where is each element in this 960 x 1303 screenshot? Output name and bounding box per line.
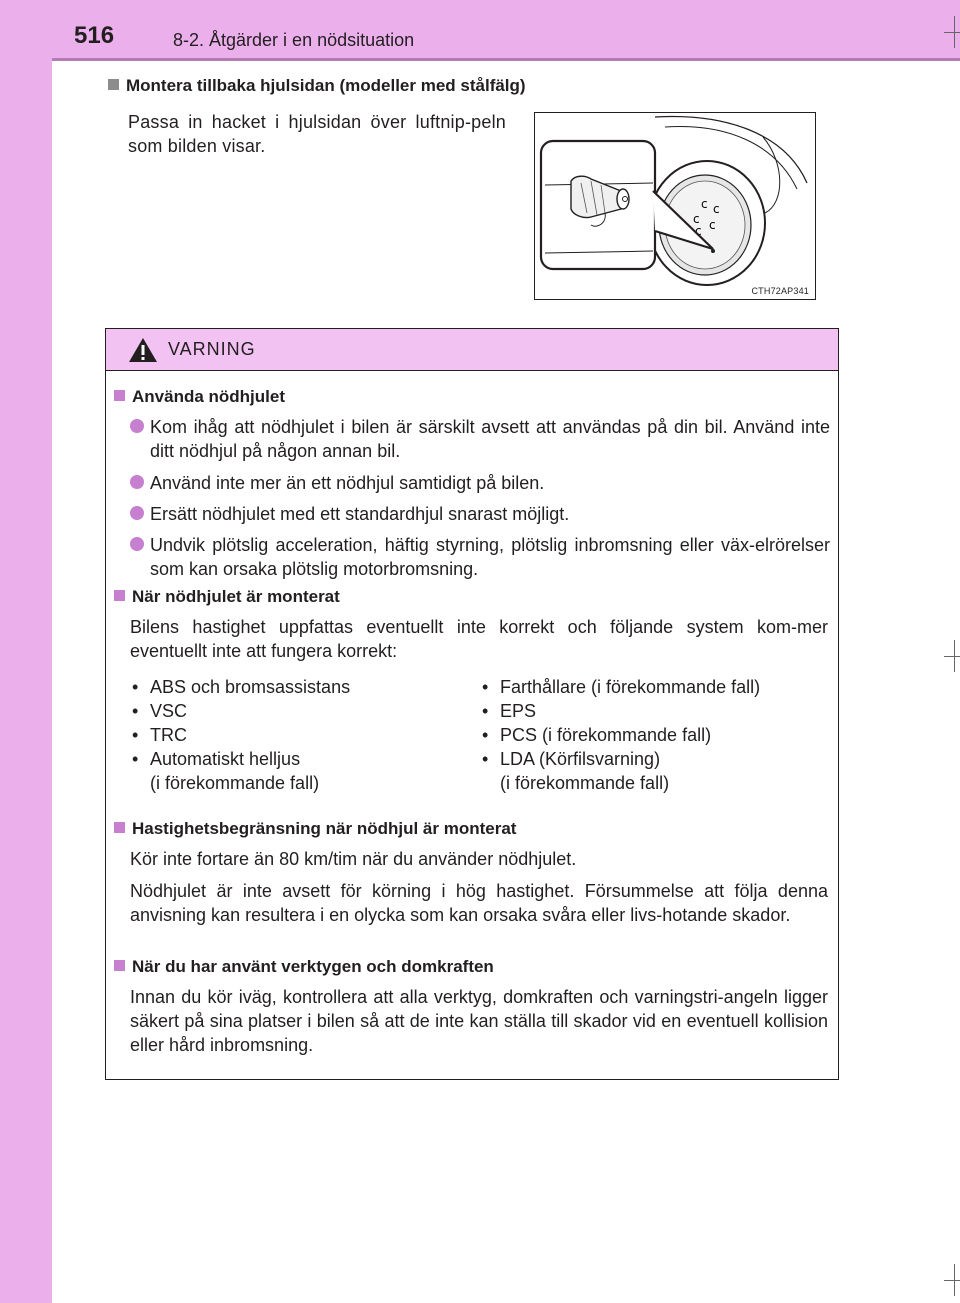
warning-box [105,328,839,1080]
crop-mark-top-right [938,12,960,52]
list-item: • VSC [130,699,470,723]
speed-limit-text-1: Kör inte fortare än 80 km/tim när du använder nödhjulet. [130,849,577,869]
list-item [130,502,830,526]
warning-header [106,329,838,371]
list-item-continuation: (i förekommande fall) [150,773,320,793]
list-item: • Farthållare (i förekommande fall) [480,675,830,699]
warning-title: VARNING [168,339,256,359]
speed-limit-heading-text: Hastighetsbegränsning när nödhjul är monterat [132,819,517,838]
bullet-dot-icon [130,506,144,520]
spare-mounted-text: Bilens hastighet uppfattas eventuellt inte korrekt och följande system kom-mer eventuellt inte att fungera korrekt: [130,617,828,661]
spare-mounted-heading-text: När nödhjulet är monterat [132,587,340,606]
square-bullet-icon [114,960,125,971]
tools-heading-text: När du har använt verktygen och domkraften [132,957,494,976]
tools-text: Innan du kör iväg, kontrollera att alla verktyg, domkraften och varningstri-angeln ligger säkert på sina platser i bilen så att de inte kan ställa till skador vid en eventuell kollision eller hård inbromsning. [130,987,828,1055]
spare-wheel-heading [114,387,830,407]
side-color-strip [0,0,52,1303]
list-item-text: Använd inte mer än ett nödhjul samtidigt på bilen. [150,473,545,493]
square-bullet-icon [114,822,125,833]
systems-list-right [480,675,830,795]
svg-text:c: c [695,224,702,238]
svg-text:c: c [701,197,708,211]
list-item-text: Ersätt nödhjulet med ett standardhjul snarast möjligt. [150,504,570,524]
list-item [130,415,830,463]
square-bullet-icon [114,590,125,601]
list-item-text: Undvik plötslig acceleration, häftig styrning, plötslig inbromsning eller väx-elrörelser som kan orsaka plötslig motorbromsning. [150,535,830,579]
crop-mark-middle-right [938,636,960,676]
svg-text:c: c [709,218,716,232]
svg-text:c: c [713,202,720,216]
list-item [130,471,830,495]
warning-triangle-icon [128,337,158,363]
reinstall-heading-text: Montera tillbaka hjulsidan (modeller med stålfälg) [126,76,526,95]
systems-list-left [130,675,470,795]
speed-limit-text-2: Nödhjulet är inte avsett för körning i hög hastighet. Försummelse att följa denna anvisning kan resultera i en olycka som kan orsaka svåra eller livs-hotande skador. [130,881,828,925]
crop-mark-bottom-right [938,1262,960,1302]
bullet-dot-icon [130,475,144,489]
spare-wheel-heading-text: Använda nödhjulet [132,387,285,406]
wheel-valve-drawing [535,113,815,299]
wheel-cover-illustration [534,112,816,300]
square-bullet-icon [108,79,119,90]
list-item: • TRC [130,723,470,747]
list-item: • EPS [480,699,830,723]
svg-text:c: c [693,212,700,226]
bullet-dot-icon [130,537,144,551]
page-number: 516 [74,22,115,49]
spare-mounted-heading [114,587,830,607]
bullet-dot-icon [130,419,144,433]
header-divider [52,58,960,61]
list-item [130,533,830,581]
list-item: • PCS (i förekommande fall) [480,723,830,747]
reinstall-heading [108,76,668,96]
list-item: • ABS och bromsassistans [130,675,470,699]
figure-code: CTH72AP341 [751,286,809,296]
list-item-continuation: (i förekommande fall) [500,773,670,793]
reinstall-instruction: Passa in hacket i hjulsidan över luftnip-peln som bilden visar. [128,112,506,156]
tools-heading [114,957,830,977]
square-bullet-icon [114,390,125,401]
section-title: 8-2. Åtgärder i en nödsituation [173,30,415,50]
list-item: • LDA (Körfilsvarning) [480,747,830,771]
speed-limit-heading [114,819,830,839]
list-item: • Automatiskt helljus [130,747,470,771]
list-item-text: Kom ihåg att nödhjulet i bilen är särskilt avsett att användas på din bil. Använd inte ditt nödhjul på någon annan bil. [150,417,830,461]
